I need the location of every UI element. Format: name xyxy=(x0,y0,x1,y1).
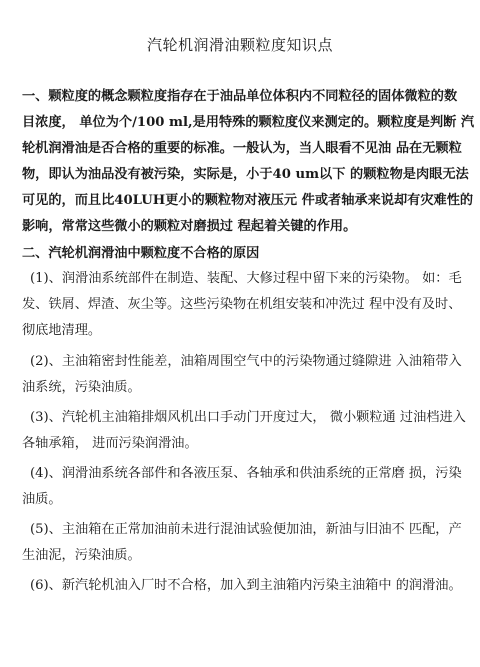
text-line: 轮机润滑油是否合格的重要的标准。一般认为，当人眼看不见油 品在无颗粒 xyxy=(22,141,462,156)
text-line: (4)、润滑油系统各部件和各液压泵、各轴承和供油系统的正常磨 损，污染 xyxy=(30,466,462,481)
text-line: (3)、汽轮机主油箱排烟风机出口手动门开度过大， 微小颗粒通 过油档进入 xyxy=(30,410,466,425)
text-line: (1)、润滑油系统部件在制造、装配、大修过程中留下来的污染物。 如：毛 xyxy=(30,271,462,286)
text-line: 发、铁屑、焊渣、灰尘等。这些污染物在机组安装和冲洗过 程中没有及时、 xyxy=(22,297,462,312)
text-line: (6)、新汽轮机油入厂时不合格，加入到主油箱内污染主油箱中 的润滑油。 xyxy=(30,578,462,593)
text-line: 物，即认为油品没有被污染，实际是，小于40 um以下 的颗粒物是肉眼无法 xyxy=(22,167,469,182)
text-line: 各轴承箱， 进而污染润滑油。 xyxy=(22,436,198,451)
text-line: 一、颗粒度的概念颗粒度指存在于油品单位体积内不同粒径的固体微粒的数 xyxy=(22,89,458,104)
reason-2-paragraph xyxy=(22,349,460,401)
text-line: (5)、主油箱在正常加油前未进行混油试验便加油，新油与旧油不 匹配，产 xyxy=(30,522,462,537)
text-line: 生油泥，污染油质。 xyxy=(22,548,141,563)
reason-6-paragraph xyxy=(22,573,460,599)
reason-4-paragraph xyxy=(22,461,460,513)
text-line: 目浓度， 单位为个/100 ml,是用特殊的颗粒度仪来测定的。颗粒度是判断 汽 xyxy=(22,115,475,130)
text-line: 油质。 xyxy=(22,492,62,507)
text-line: 影响，常常这些微小的颗粒对磨损过 程起着关键的作用。 xyxy=(22,219,357,234)
section-2-heading xyxy=(22,241,460,267)
text-line: 油系统，污染油质。 xyxy=(22,380,141,395)
reason-3-paragraph xyxy=(22,405,466,457)
document-title: 汽轮机润滑油颗粒度知识点 xyxy=(146,36,333,54)
reason-5-paragraph xyxy=(22,517,460,569)
text-line: 彻底地清理。 xyxy=(22,323,102,338)
text-line: (2)、主油箱密封性能差，油箱周围空气中的污染物通过缝隙进 入油箱带入 xyxy=(30,354,462,369)
reason-1-paragraph xyxy=(22,266,460,344)
section-1-paragraph xyxy=(22,84,475,240)
text-line: 可见的，而且比40LUH更小的颗粒物对液压元 件或者轴承来说却有灾难性的 xyxy=(22,193,474,208)
heading-text: 二、汽轮机润滑油中颗粒度不合格的原因 xyxy=(22,246,260,261)
